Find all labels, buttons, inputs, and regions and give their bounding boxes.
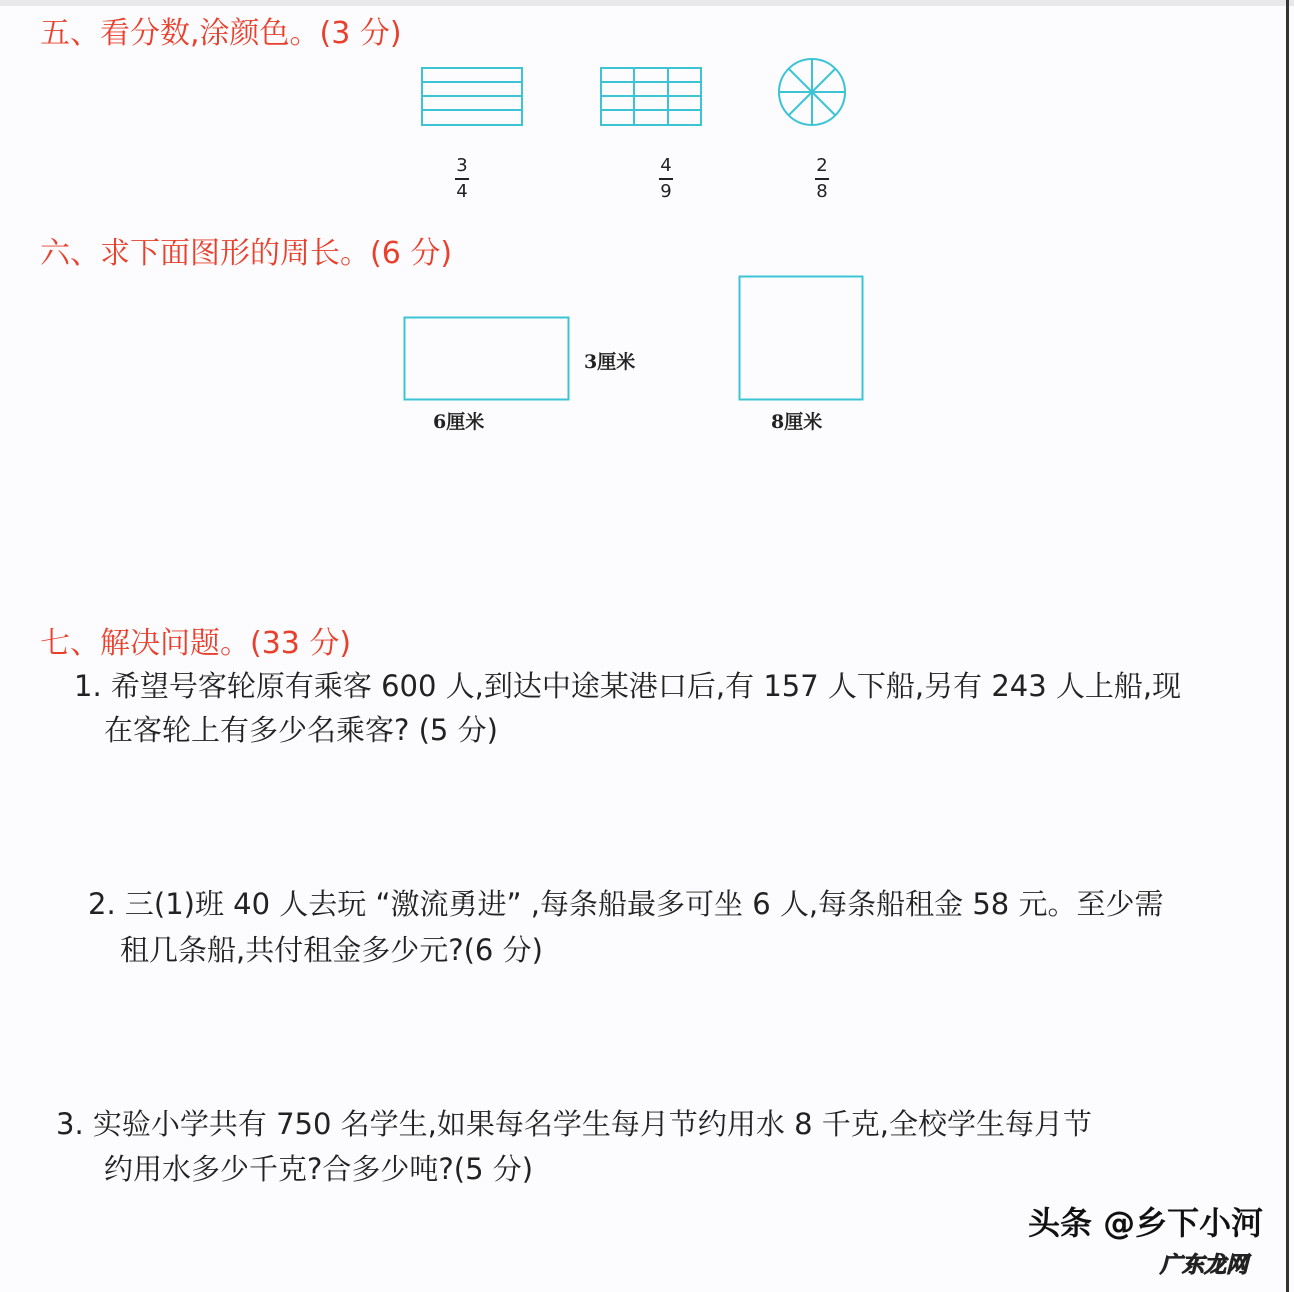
square-perimeter-figure: [738, 275, 865, 402]
question-3-line-1: 3. 实验小学共有 750 名学生,如果每名学生每月节约用水 8 千克,全校学生每月节: [56, 1107, 1093, 1141]
denominator: 9: [660, 180, 672, 202]
rectangle-quarters-figure: [420, 66, 526, 128]
numerator: 2: [816, 155, 828, 176]
numerator: 4: [660, 155, 672, 176]
rect-width-label: 6厘米: [433, 411, 485, 433]
denominator: 8: [816, 180, 828, 202]
fraction-4-9: [656, 156, 676, 202]
fraction-2-8: [812, 156, 832, 202]
square-side-label: 8厘米: [771, 411, 823, 433]
watermark-author: 头条 @乡下小河: [1028, 1204, 1264, 1242]
question-2-line-2: 租几条船,共付租金多少元?(6 分): [120, 933, 543, 967]
section5-heading: 五、看分数,涂颜色。(3 分): [40, 16, 402, 51]
rectangle-perimeter-figure: [403, 316, 571, 402]
circle-eighths-figure: [775, 56, 849, 130]
question-2-line-1: 2. 三(1)班 40 人去玩 “激流勇进” ,每条船最多可坐 6 人,每条船租金 58 元。至少需: [88, 887, 1164, 921]
watermark-site: 广东龙网: [1160, 1253, 1249, 1278]
rect-height-label: 3厘米: [584, 351, 636, 373]
top-border: [0, 0, 1294, 6]
question-1-line-1: 1. 希望号客轮原有乘客 600 人,到达中途某港口后,有 157 人下船,另有 243 人上船,现: [74, 669, 1182, 703]
fraction-3-4: [452, 156, 472, 202]
numerator: 3: [456, 155, 468, 176]
rectangle-grid-figure: [599, 66, 705, 128]
right-border: [1286, 0, 1289, 1292]
denominator: 4: [456, 180, 468, 202]
question-3-line-2: 约用水多少千克?合多少吨?(5 分): [104, 1152, 534, 1186]
question-1-line-2: 在客轮上有多少名乘客? (5 分): [104, 713, 498, 747]
section6-heading: 六、求下面图形的周长。(6 分): [40, 236, 453, 271]
section7-heading: 七、解决问题。(33 分): [40, 626, 352, 661]
